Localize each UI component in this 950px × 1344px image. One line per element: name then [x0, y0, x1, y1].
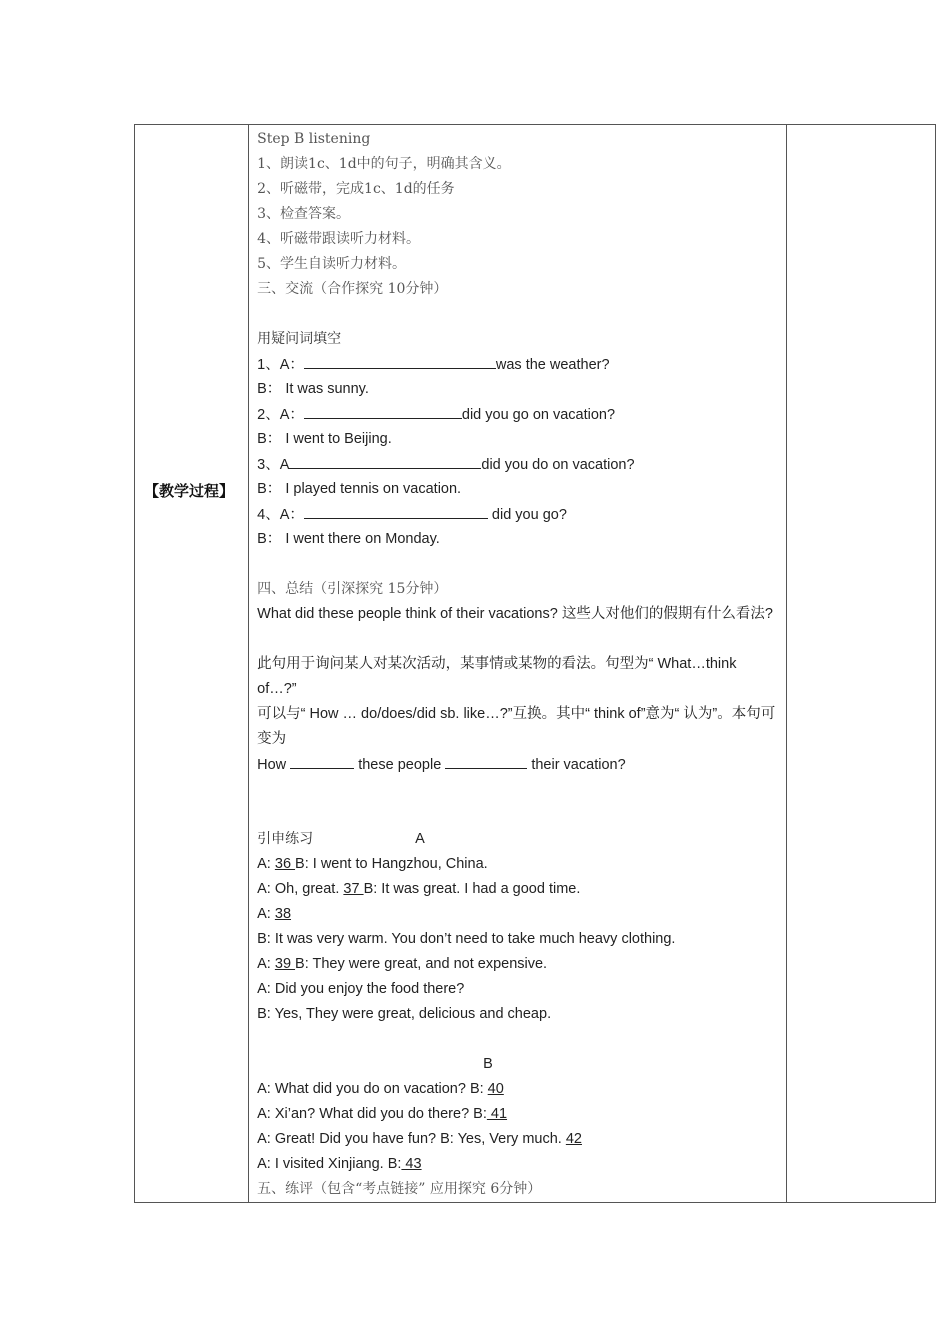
- notes-cell: [786, 125, 935, 1203]
- section5-heading: 五、练评（包含“考点链接” 应用探究 6分钟）: [257, 1181, 542, 1197]
- dialog-b-line: A: I visited Xinjiang. B: 43: [257, 1156, 422, 1172]
- question-2: 2、A： did you go on vacation?: [257, 402, 780, 427]
- answer-blank[interactable]: [304, 352, 496, 369]
- step-b-item: 2、听磁带，完成1c、1d的任务: [257, 181, 455, 197]
- part-b-label: B: [483, 1056, 493, 1072]
- answer-blank[interactable]: [290, 752, 354, 769]
- blank-number: 43: [401, 1156, 422, 1172]
- section3-heading: 三、交流（合作探究 10分钟）: [257, 281, 448, 297]
- summary-line-2: 此句用于询问某人对某次活动，某事情或某物的看法。句型为“ What…think of…?”: [257, 656, 737, 697]
- blank-number: 38: [274, 906, 292, 922]
- answer-blank[interactable]: [445, 752, 527, 769]
- dialog-a-line: A: 36 B: I went to Hangzhou, China.: [257, 856, 488, 872]
- answer-2: B： I went to Beijing.: [257, 431, 392, 447]
- dialog-a-line: A: 39 B: They were great, and not expensive.: [257, 956, 548, 972]
- answer-blank[interactable]: [304, 502, 488, 519]
- answer-blank[interactable]: [289, 452, 481, 469]
- step-b-item: 4、听磁带跟读听力材料。: [257, 231, 421, 247]
- dialog-a-line: B: Yes, They were great, delicious and cheap.: [257, 1006, 552, 1022]
- dialog-b-line: A: Xi’an? What did you do there? B: 41: [257, 1106, 508, 1122]
- row-label: 【教学过程】: [144, 482, 235, 500]
- dialog-a-line: A: Did you enjoy the food there?: [257, 981, 465, 997]
- step-b-item: 5、学生自读听力材料。: [257, 256, 407, 272]
- step-b-title: Step B listening: [257, 131, 371, 147]
- step-b-item: 1、朗读1c、1d中的句子，明确其含义。: [257, 156, 511, 172]
- blank-number: 42: [565, 1131, 582, 1147]
- section3-subheading: 用疑问词填空: [257, 331, 342, 347]
- summary-line-4: How these people their vacation?: [257, 752, 780, 777]
- step-b-item: 3、检查答案。: [257, 206, 351, 222]
- dialog-a-line: A: 38: [257, 906, 292, 922]
- blank-number: 36: [274, 856, 296, 872]
- blank-number: 39: [274, 956, 296, 972]
- lesson-table: [134, 124, 936, 1203]
- answer-blank[interactable]: [304, 402, 462, 419]
- question-1: 1、A： was the weather?: [257, 352, 780, 377]
- answer-1: B： It was sunny.: [257, 381, 369, 397]
- blank-number: 41: [486, 1106, 508, 1122]
- question-4: 4、A： did you go?: [257, 502, 780, 527]
- dialog-b-line: A: What did you do on vacation? B: 40: [257, 1081, 504, 1097]
- dialog-b-line: A: Great! Did you have fun? B: Yes, Very much. 42: [257, 1131, 582, 1147]
- label-cell: [135, 125, 249, 1203]
- blank-number: 40: [487, 1081, 504, 1097]
- dialog-a-line: A: Oh, great. 37 B: It was great. I had a good time.: [257, 881, 581, 897]
- answer-3: B： I played tennis on vacation.: [257, 481, 462, 497]
- practice-heading-row: [257, 827, 780, 852]
- section4-heading: 四、总结（引深探究 15分钟）: [257, 581, 448, 597]
- part-a-label: A: [415, 831, 425, 847]
- practice-heading: 引申练习: [257, 831, 314, 847]
- summary-line-3: 可以与“ How … do/does/did sb. like…?”互换。其中“ think of”意为“ 认为”。本句可变为: [257, 706, 776, 747]
- blank-number: 37: [343, 881, 364, 897]
- summary-line-1: What did these people think of their vacations? 这些人对他们的假期有什么看法?: [257, 606, 773, 622]
- question-3: 3、A did you do on vacation?: [257, 452, 780, 477]
- content-cell: [249, 125, 787, 1203]
- answer-4: B： I went there on Monday.: [257, 531, 440, 547]
- dialog-a-line: B: It was very warm. You don’t need to take much heavy clothing.: [257, 931, 676, 947]
